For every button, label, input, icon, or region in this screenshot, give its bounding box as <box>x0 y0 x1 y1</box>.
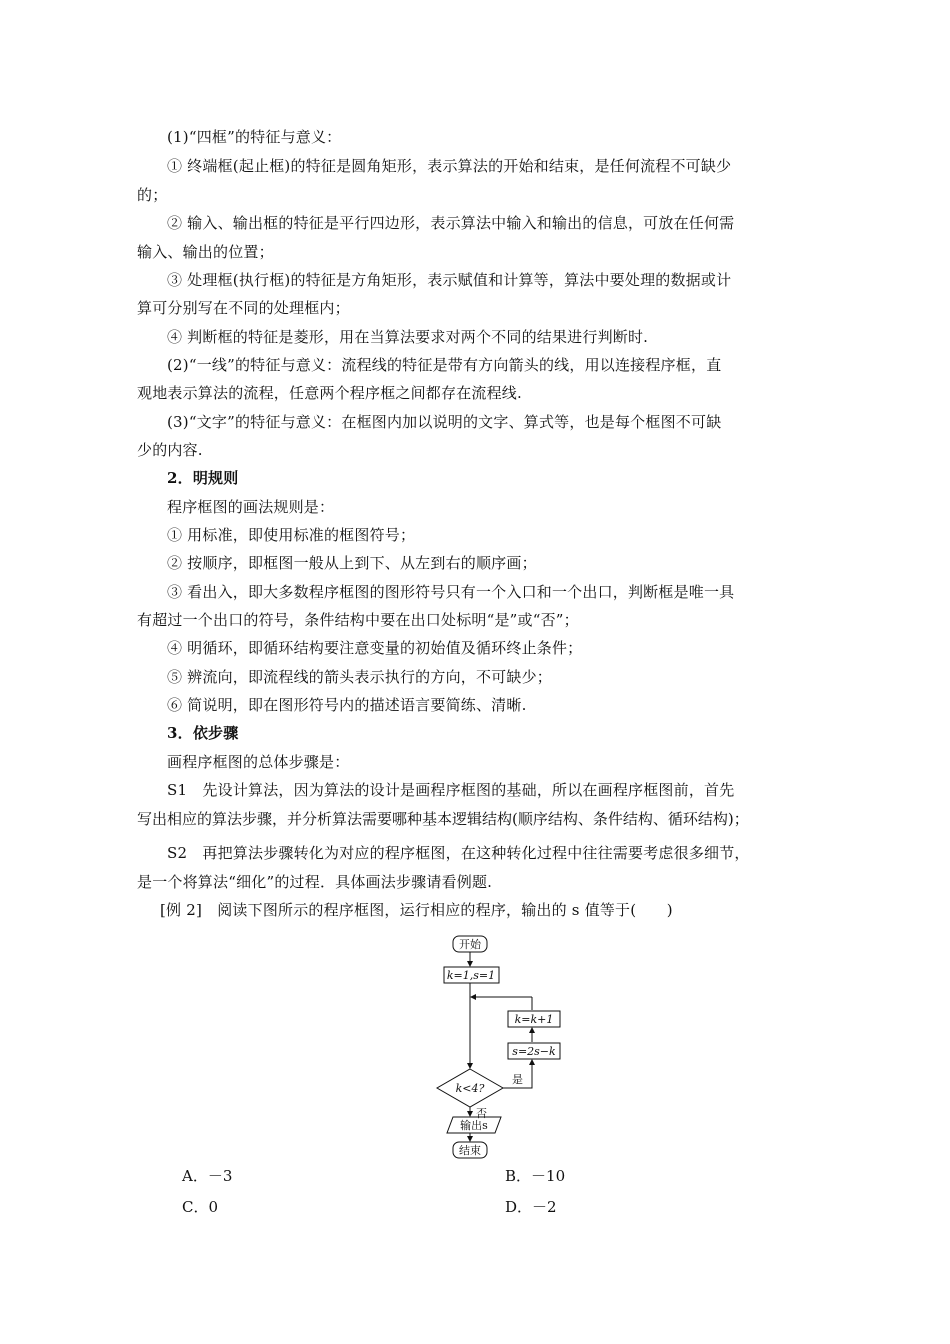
text-line: 算可分别写在不同的处理框内； <box>137 299 350 317</box>
text-line: (1)“四框”的特征与意义： <box>167 128 342 146</box>
example-question: [例 2] 阅读下图所示的程序框图，运行相应的程序，输出的 s 值等于( ) <box>160 901 673 919</box>
text-line: (3)“文字”的特征与意义：在框图内加以说明的文字、算式等，也是每个框图不可缺 <box>167 413 722 431</box>
text-line: 有超过一个出口的符号，条件结构中要在出口处标明“是”或“否”； <box>137 611 579 629</box>
text-line: ① 用标准，即使用标准的框图符号； <box>167 526 416 544</box>
update-s-label: s=2s−k <box>512 1045 556 1058</box>
start-label: 开始 <box>459 938 481 951</box>
section-heading: 2．明规则 <box>167 469 239 487</box>
section-heading: 3．依步骤 <box>167 724 239 742</box>
text-line: ② 按顺序，即框图一般从上到下、从左到右的顺序画； <box>167 554 537 572</box>
text-line: S1 先设计算法，因为算法的设计是画程序框图的基础，所以在画程序框图前，首先 <box>167 781 735 799</box>
output-label: 输出s <box>460 1119 488 1132</box>
text-line: ⑥ 简说明，即在图形符号内的描述语言要简练、清晰. <box>167 696 527 714</box>
option-b: B．－10 <box>505 1167 566 1185</box>
text-line: ③ 看出入，即大多数程序框图的图形符号只有一个入口和一个出口，判断框是唯一具 <box>167 583 735 601</box>
text-line: ③ 处理框(执行框)的特征是方角矩形，表示赋值和计算等，算法中要处理的数据或计 <box>167 271 732 289</box>
init-label: k=1,s=1 <box>446 969 496 982</box>
flowchart <box>420 930 580 1160</box>
text-line: ④ 明循环，即循环结构要注意变量的初始值及循环终止条件； <box>167 639 583 657</box>
option-a: A．－3 <box>182 1167 233 1185</box>
text-line: ① 终端框(起止框)的特征是圆角矩形，表示算法的开始和结束，是任何流程不可缺少 <box>167 157 732 175</box>
text-line: ② 输入、输出框的特征是平行四边形，表示算法中输入和输出的信息，可放在任何需 <box>167 214 735 232</box>
option-c: C．0 <box>182 1198 219 1216</box>
text-line: 观地表示算法的流程，任意两个程序框之间都存在流程线. <box>137 384 522 402</box>
yes-label: 是 <box>512 1073 523 1086</box>
text-line: S2 再把算法步骤转化为对应的程序框图，在这种转化过程中往往需要考虑很多细节， <box>167 844 750 862</box>
text-line: 输入、输出的位置； <box>137 243 274 261</box>
text-line: ⑤ 辨流向，即流程线的箭头表示执行的方向，不可缺少； <box>167 668 552 686</box>
text-line: 是一个将算法“细化”的过程．具体画法步骤请看例题. <box>137 873 493 891</box>
end-label: 结束 <box>459 1144 481 1157</box>
text-line: ④ 判断框的特征是菱形，用在当算法要求对两个不同的结果进行判断时. <box>167 328 649 346</box>
no-label: 否 <box>476 1107 487 1120</box>
option-d: D．－2 <box>505 1198 557 1216</box>
text-line: 程序框图的画法规则是： <box>167 498 335 516</box>
text-line: 写出相应的算法步骤，并分析算法需要哪种基本逻辑结构(顺序结构、条件结构、循环结构)； <box>137 810 749 828</box>
update-k-label: k=k+1 <box>514 1013 554 1026</box>
text-line: 的； <box>137 186 168 204</box>
text-line: (2)“一线”的特征与意义：流程线的特征是带有方向箭头的线，用以连接程序框，直 <box>167 356 722 374</box>
text-line: 少的内容. <box>137 441 203 459</box>
text-line: 画程序框图的总体步骤是： <box>167 753 350 771</box>
condition-label: k<4? <box>455 1082 485 1095</box>
